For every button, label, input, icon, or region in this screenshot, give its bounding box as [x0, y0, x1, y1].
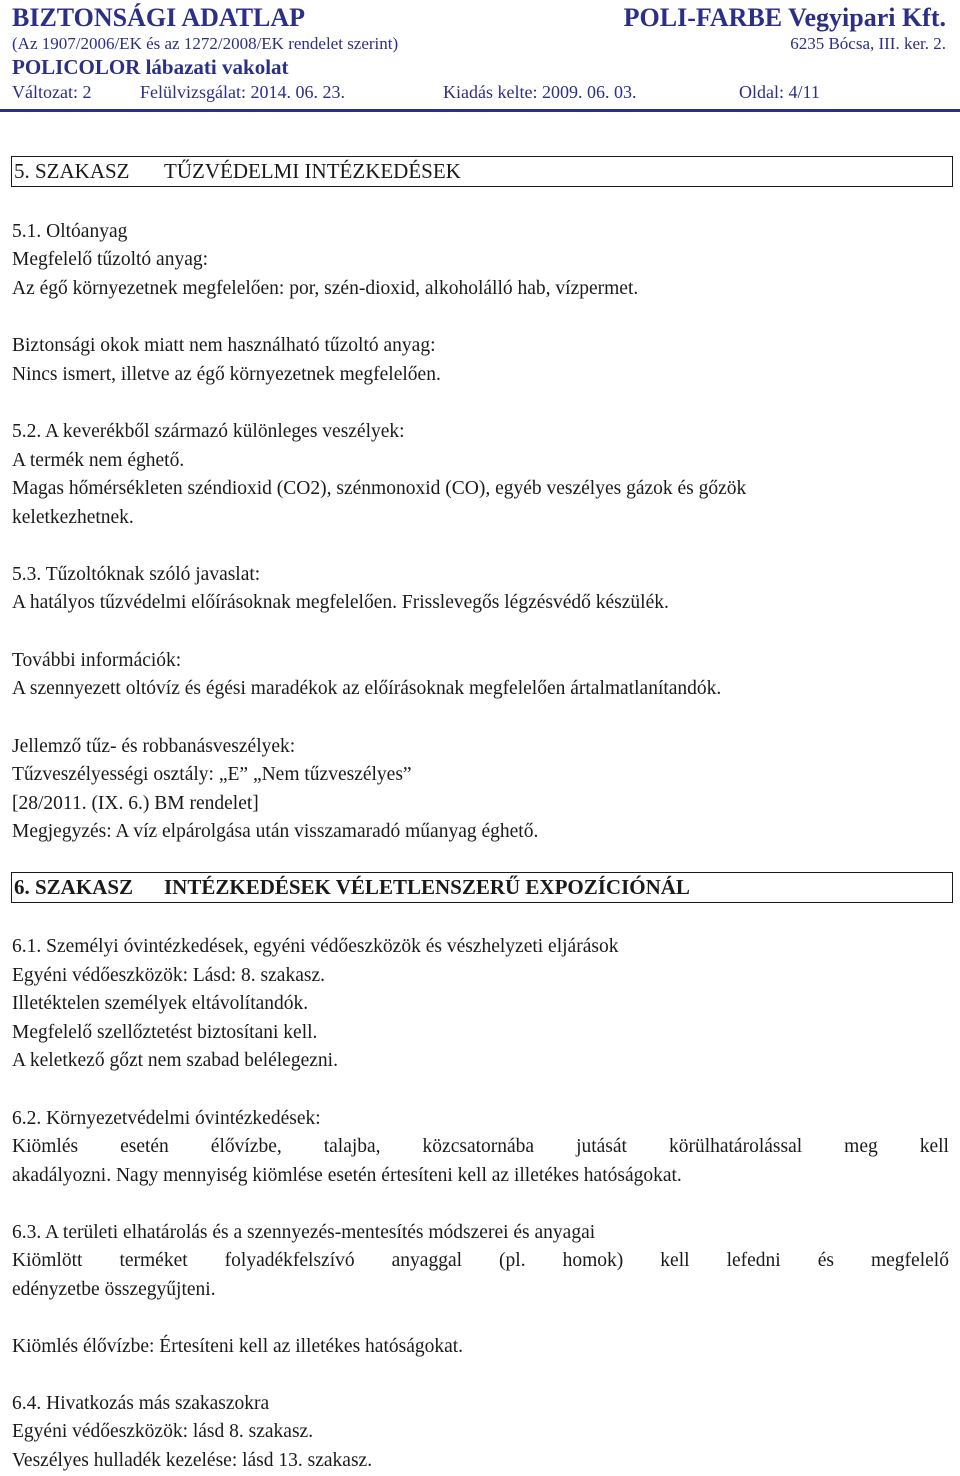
word: meg	[844, 1136, 878, 1157]
s62-heading: 6.2. Környezetvédelmi óvintézkedések:	[12, 1108, 321, 1129]
section-6-heading	[11, 872, 953, 903]
s52-line-1: A termék nem éghető.	[12, 450, 185, 471]
s63-line-1	[12, 1250, 949, 1272]
s51-suitable-text: Az égő környezetnek megfelelően: por, szén-dioxid, alkoholálló hab, vízpermet.	[12, 278, 639, 299]
s53-heading: 5.3. Tűzoltóknak szóló javaslat:	[12, 564, 261, 585]
s52-line-3: keletkezhetnek.	[12, 507, 134, 528]
s52-heading: 5.2. A keverékből származó különleges veszélyek:	[12, 421, 405, 442]
word: homok)	[562, 1250, 624, 1271]
fire-hazard-label: Jellemző tűz- és robbanásveszélyek:	[12, 736, 296, 757]
s63-water-note: Kiömlés élővízbe: Értesíteni kell az illetékes hatóságokat.	[12, 1336, 464, 1357]
word: élővízbe,	[210, 1136, 282, 1157]
s61-heading: 6.1. Személyi óvintézkedések, egyéni védőeszközök és vészhelyzeti eljárások	[12, 936, 619, 957]
word: körülhatárolással	[668, 1136, 803, 1157]
product-name: POLICOLOR lábazati vakolat	[12, 55, 289, 79]
s64-heading: 6.4. Hivatkozás más szakaszokra	[12, 1393, 270, 1414]
s64-line-2: Veszélyes hulladék kezelése: lásd 13. szakasz.	[12, 1450, 373, 1471]
s51-unsuitable-text: Nincs ismert, illetve az égő környezetnek megfelelően.	[12, 364, 441, 385]
further-info-label: További információk:	[12, 650, 182, 671]
section-5-heading	[11, 156, 953, 187]
s62-line-1	[12, 1136, 949, 1158]
regulation-reference: (Az 1907/2006/EK és az 1272/2008/EK rendelet szerint)	[12, 34, 399, 53]
s61-line-3: Megfelelő szellőztetést biztosítani kell.	[12, 1022, 318, 1043]
word: megfelelő	[870, 1250, 949, 1271]
s51-heading: 5.1. Oltóanyag	[12, 221, 128, 242]
s61-line-4: A keletkező gőzt nem szabad belélegezni.	[12, 1050, 338, 1071]
s62-line-2: akadályozni. Nagy mennyiség kiömlése esetén értesíteni kell az illetékes hatóságokat.	[12, 1165, 682, 1186]
issue-date: Kiadás kelte: 2009. 06. 03.	[443, 82, 637, 102]
word: folyadékfelszívó	[224, 1250, 355, 1271]
word: Kiömlött	[12, 1250, 83, 1271]
section-6-number: 6. SZAKASZ	[14, 875, 134, 899]
section-5-title: TŰZVÉDELMI INTÉZKEDÉSEK	[164, 159, 461, 183]
document-header	[12, 0, 946, 103]
s61-line-2: Illetéktelen személyek eltávolítandók.	[12, 993, 309, 1014]
fire-hazard-class: Tűzveszélyességi osztály: „E” „Nem tűzveszélyes”	[12, 764, 412, 785]
s51-suitable-label: Megfelelő tűzoltó anyag:	[12, 249, 209, 270]
word: kell	[919, 1136, 949, 1157]
word: lefedni	[726, 1250, 781, 1271]
further-info-text: A szennyezett oltóvíz és égési maradékok az előírásoknak megfelelően ártalmatlanítandók.	[12, 678, 722, 699]
section-6-title: INTÉZKEDÉSEK VÉLETLENSZERŰ EXPOZÍCIÓNÁL	[164, 875, 690, 899]
fire-hazard-decree: [28/2011. (IX. 6.) BM rendelet]	[12, 793, 259, 814]
section-5-number: 5. SZAKASZ	[14, 159, 130, 183]
header-divider	[0, 109, 960, 112]
s52-line-2: Magas hőmérsékleten széndioxid (CO2), szénmonoxid (CO), egyéb veszélyes gázok és gőzök	[12, 478, 747, 499]
word: esetén	[120, 1136, 169, 1157]
word: és	[817, 1250, 834, 1271]
word: terméket	[119, 1250, 188, 1271]
s64-line-1: Egyéni védőeszközök: lásd 8. szakasz.	[12, 1421, 314, 1442]
company-address: 6235 Bócsa, III. ker. 2.	[790, 34, 946, 53]
revision-date: Felülvizsgálat: 2014. 06. 23.	[140, 82, 345, 102]
word: közcsatornába	[422, 1136, 535, 1157]
word: Kiömlés	[12, 1136, 79, 1157]
word: anyaggal	[391, 1250, 463, 1271]
s63-heading: 6.3. A területi elhatárolás és a szennyezés-mentesítés módszerei és anyagai	[12, 1222, 596, 1243]
s61-line-1: Egyéni védőeszközök: Lásd: 8. szakasz.	[12, 965, 325, 986]
word: talajba,	[323, 1136, 381, 1157]
document-title: BIZTONSÁGI ADATLAP	[12, 3, 306, 32]
s53-text: A hatályos tűzvédelmi előírásoknak megfelelően. Frisslevegős légzésvédő készülék.	[12, 592, 669, 613]
s63-line-2: edényzetbe összegyűjteni.	[12, 1279, 216, 1300]
company-name: POLI-FARBE Vegyipari Kft.	[623, 3, 946, 32]
word: jutását	[576, 1136, 627, 1157]
page-number: Oldal: 4/11	[739, 82, 820, 102]
word: kell	[660, 1250, 690, 1271]
word: (pl.	[499, 1250, 526, 1271]
version-info: Változat: 2	[12, 82, 92, 102]
s51-unsuitable-label: Biztonsági okok miatt nem használható tűzoltó anyag:	[12, 335, 436, 356]
fire-note: Megjegyzés: A víz elpárolgása után visszamaradó műanyag éghető.	[12, 821, 539, 842]
